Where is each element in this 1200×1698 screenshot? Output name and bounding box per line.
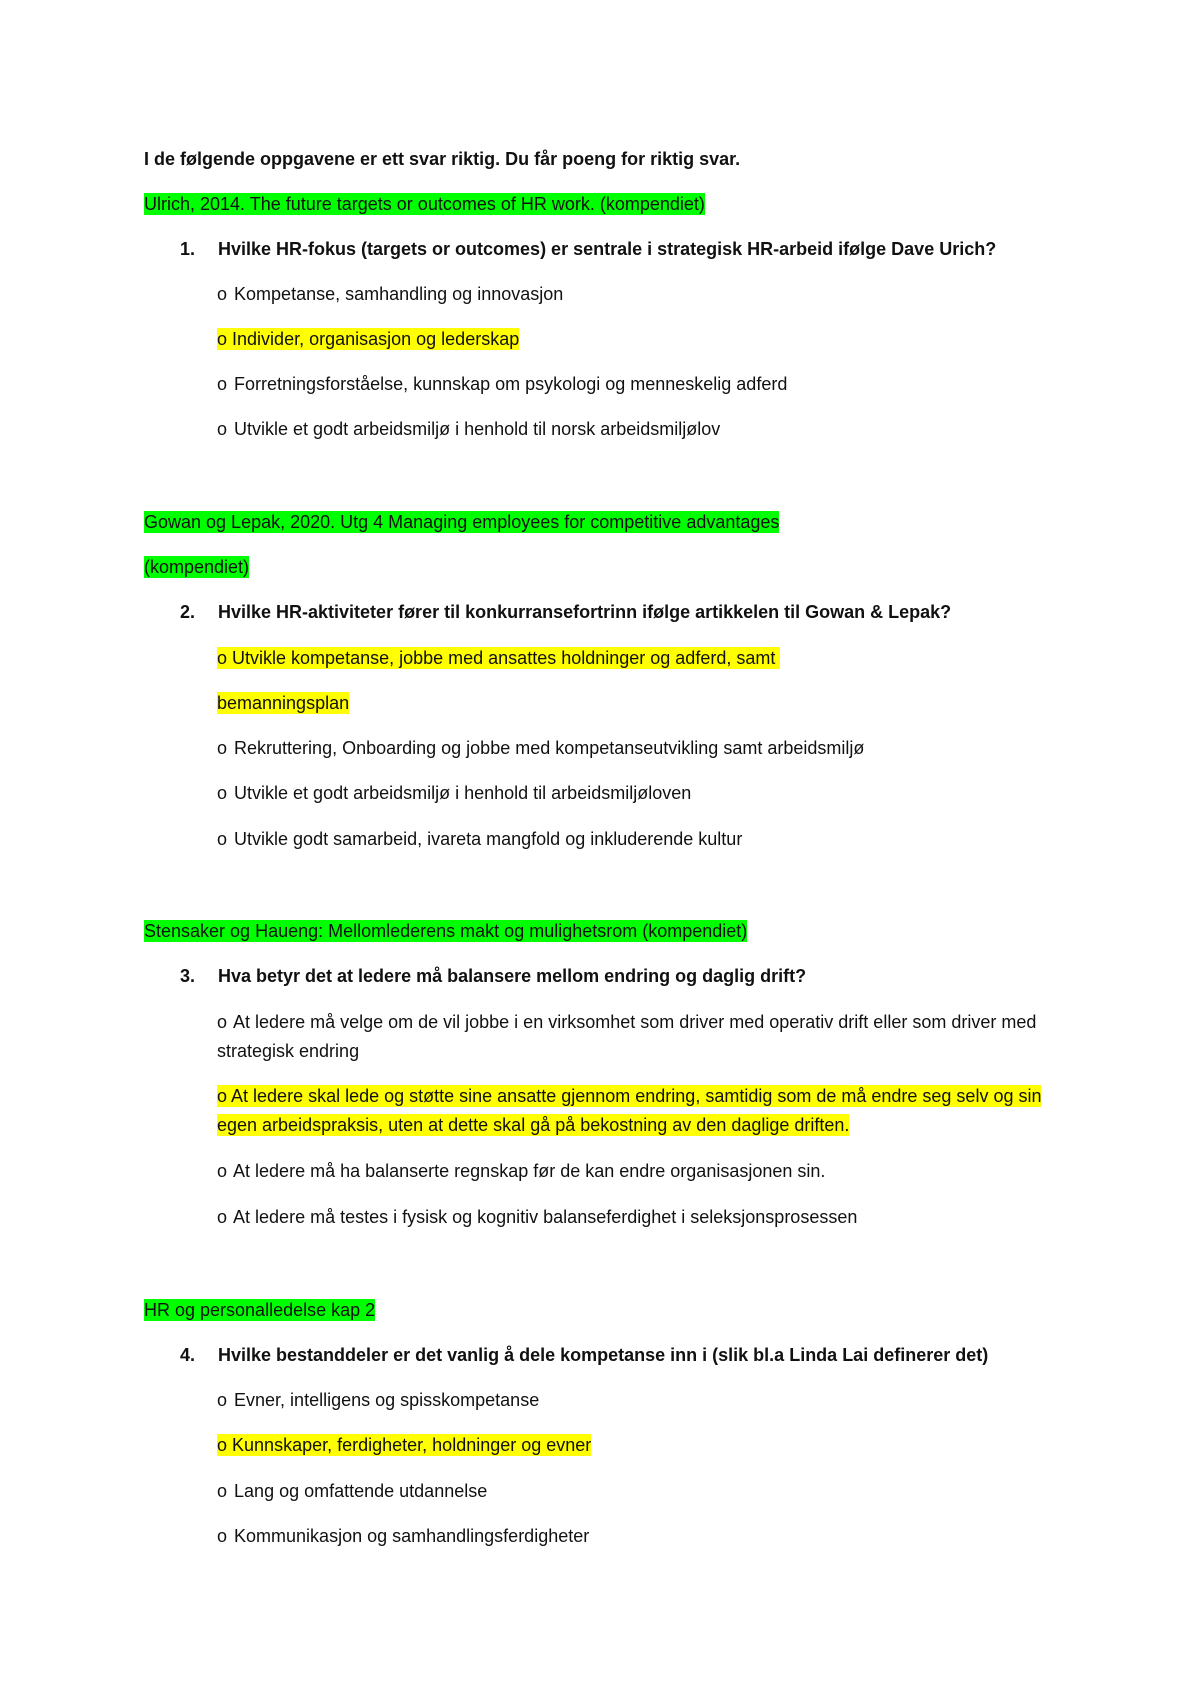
answer-option: o Forretningsforståelse, kunnskap om psykologi og menneskelig adferd (217, 374, 788, 394)
question-4: 4. Hvilke bestanddeler er det vanlig å dele kompetanse inn i (slik bl.a Linda Lai definerer det) (180, 1345, 989, 1365)
answer-option: o Utvikle et godt arbeidsmiljø i henhold til arbeidsmiljøloven (217, 783, 692, 803)
answer-option: o Utvikle et godt arbeidsmiljø i henhold til norsk arbeidsmiljølov (217, 419, 721, 439)
answer-option-correct: o Kunnskaper, ferdigheter, holdninger og evner (217, 1435, 592, 1455)
question-2: 2. Hvilke HR-aktiviteter fører til konkurransefortrinn ifølge artikkelen til Gowan & Lepak? (180, 602, 952, 622)
answer-option: o Lang og omfattende utdannelse (217, 1481, 488, 1501)
answer-option: o Rekruttering, Onboarding og jobbe med kompetanseutvikling samt arbeidsmiljø (217, 738, 865, 758)
answer-option: o Evner, intelligens og spisskompetanse (217, 1390, 540, 1410)
answer-option-correct: o Individer, organisasjon og lederskap (217, 329, 520, 349)
answer-option-correct: o Utvikle kompetanse, jobbe med ansattes holdninger og adferd, samt (217, 645, 780, 671)
intro-text: I de følgende oppgavene er ett svar riktig. Du får poeng for riktig svar. (144, 149, 741, 169)
source-line: Gowan og Lepak, 2020. Utg 4 Managing employees for competitive advantages (144, 512, 780, 532)
answer-option: o Kompetanse, samhandling og innovasjon (217, 284, 564, 304)
answer-option: o At ledere må testes i fysisk og kognitiv balanseferdighet i seleksjonsprosessen (217, 1207, 858, 1227)
question-3: 3. Hva betyr det at ledere må balansere mellom endring og daglig drift? (180, 966, 807, 986)
answer-option: o At ledere må ha balanserte regnskap før de kan endre organisasjonen sin. (217, 1161, 826, 1181)
source-line: (kompendiet) (144, 557, 250, 577)
question-1: 1. Hvilke HR-fokus (targets or outcomes) er sentrale i strategisk HR-arbeid ifølge Dave Urich? (180, 239, 997, 259)
answer-option: o Utvikle godt samarbeid, ivareta mangfold og inkluderende kultur (217, 829, 743, 849)
answer-option: o Kommunikasjon og samhandlingsferdigheter (217, 1526, 590, 1546)
answer-option-correct-cont: bemanningsplan (217, 693, 350, 713)
source-line: HR og personalledelse kap 2 (144, 1300, 376, 1320)
answer-option-correct: o At ledere skal lede og støtte sine ansatte gjennom endring, samtidig som de må endre seg selv og sin egen arbeidspraksis, uten at dette skal gå på bekostning av den daglige driften. (217, 1086, 1042, 1135)
source-line: Ulrich, 2014. The future targets or outcomes of HR work. (kompendiet) (144, 194, 705, 214)
answer-option: o At ledere må velge om de vil jobbe i en virksomhet som driver med operativ drift eller som driver med strategisk endring (217, 1012, 1037, 1061)
source-line: Stensaker og Haueng: Mellomlederens makt og mulighetsrom (kompendiet) (144, 921, 748, 941)
